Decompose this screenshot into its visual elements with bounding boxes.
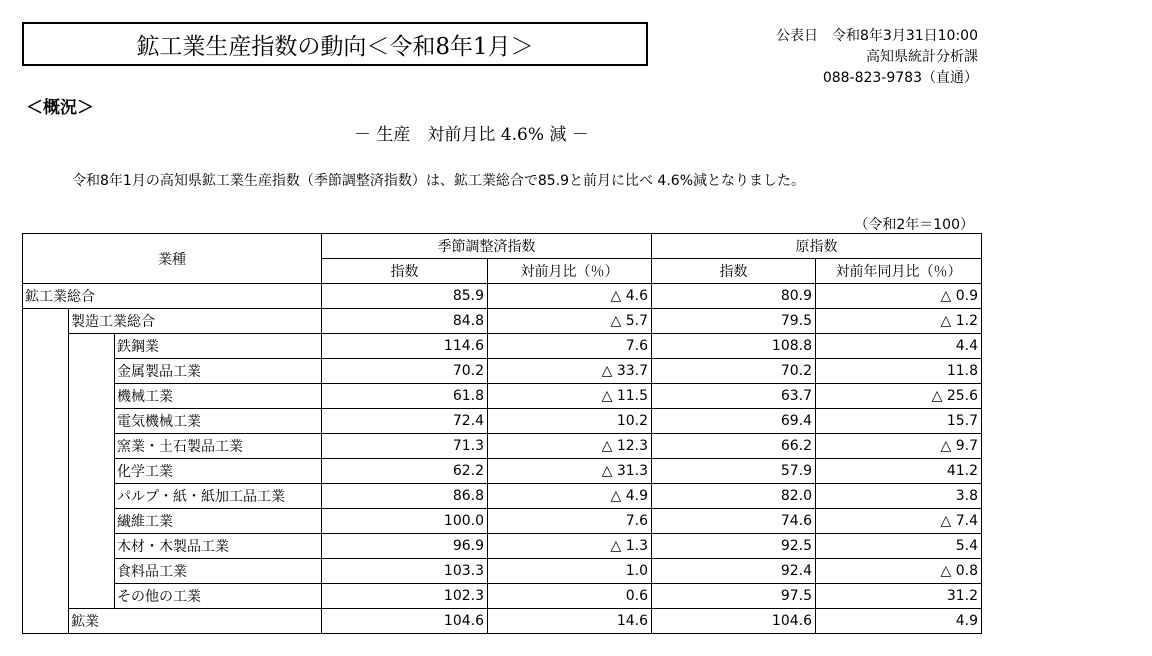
orig-yoy-cell: △ 7.4 bbox=[816, 509, 982, 534]
sa-index-cell: 100.0 bbox=[322, 509, 488, 534]
row-name: 機械工業 bbox=[115, 384, 322, 409]
indent-cell bbox=[23, 334, 69, 359]
indent-cell bbox=[69, 359, 115, 384]
production-index-table bbox=[22, 233, 982, 634]
orig-index-cell: 66.2 bbox=[652, 434, 816, 459]
orig-yoy-cell: △ 9.7 bbox=[816, 434, 982, 459]
indent-cell bbox=[23, 484, 69, 509]
indent-cell bbox=[69, 384, 115, 409]
indent-cell bbox=[69, 334, 115, 359]
row-name: 食料品工業 bbox=[115, 559, 322, 584]
table-row bbox=[23, 434, 982, 459]
indent-cell bbox=[69, 584, 115, 609]
orig-index-cell: 70.2 bbox=[652, 359, 816, 384]
sa-index-cell: 72.4 bbox=[322, 409, 488, 434]
sa-mom-cell: △ 5.7 bbox=[488, 309, 652, 334]
indent-cell bbox=[23, 559, 69, 584]
orig-index-cell: 82.0 bbox=[652, 484, 816, 509]
orig-yoy-cell: 4.9 bbox=[816, 609, 982, 634]
sa-mom-cell: 7.6 bbox=[488, 334, 652, 359]
indent-cell bbox=[69, 559, 115, 584]
summary-text: 令和8年1月の高知県鉱工業生産指数（季節調整済指数）は、鉱工業総合で85.9と前月に比べ 4.6%減となりました。 bbox=[72, 173, 806, 189]
sa-mom-cell: 14.6 bbox=[488, 609, 652, 634]
table-row bbox=[23, 334, 982, 359]
orig-index-cell: 104.6 bbox=[652, 609, 816, 634]
table-row bbox=[23, 509, 982, 534]
row-name: 繊維工業 bbox=[115, 509, 322, 534]
table-row bbox=[23, 384, 982, 409]
sa-mom-cell: 0.6 bbox=[488, 584, 652, 609]
sa-index-cell: 96.9 bbox=[322, 534, 488, 559]
header-row-1 bbox=[23, 234, 982, 259]
sa-mom-cell: △ 4.6 bbox=[488, 284, 652, 309]
orig-index-cell: 92.5 bbox=[652, 534, 816, 559]
table-row bbox=[23, 484, 982, 509]
orig-yoy-cell: 15.7 bbox=[816, 409, 982, 434]
row-name: 鉄鋼業 bbox=[115, 334, 322, 359]
table-row bbox=[23, 409, 982, 434]
row-name: 窯業・土石製品工業 bbox=[115, 434, 322, 459]
sa-mom-cell: 1.0 bbox=[488, 559, 652, 584]
sa-mom-cell: △ 1.3 bbox=[488, 534, 652, 559]
orig-index-cell: 108.8 bbox=[652, 334, 816, 359]
sa-mom-cell: △ 11.5 bbox=[488, 384, 652, 409]
indent-cell bbox=[69, 409, 115, 434]
orig-yoy-cell: △ 1.2 bbox=[816, 309, 982, 334]
orig-index-cell: 63.7 bbox=[652, 384, 816, 409]
sa-index-cell: 70.2 bbox=[322, 359, 488, 384]
orig-index-cell: 74.6 bbox=[652, 509, 816, 534]
indent-cell bbox=[69, 459, 115, 484]
headline: － 生産 対前月比 4.6% 減 － bbox=[354, 125, 589, 145]
header-original: 原指数 bbox=[652, 234, 982, 259]
base-year-note: （令和2年＝100） bbox=[854, 217, 974, 233]
indent-cell bbox=[23, 584, 69, 609]
sa-index-cell: 85.9 bbox=[322, 284, 488, 309]
indent-cell bbox=[23, 384, 69, 409]
row-name: 鉱工業総合 bbox=[23, 284, 322, 309]
sa-index-cell: 102.3 bbox=[322, 584, 488, 609]
table-row bbox=[23, 584, 982, 609]
table-row bbox=[23, 559, 982, 584]
indent-cell bbox=[23, 359, 69, 384]
indent-cell bbox=[23, 509, 69, 534]
sa-index-cell: 62.2 bbox=[322, 459, 488, 484]
indent-cell bbox=[69, 534, 115, 559]
table-row bbox=[23, 359, 982, 384]
row-name: 化学工業 bbox=[115, 459, 322, 484]
sa-index-cell: 86.8 bbox=[322, 484, 488, 509]
orig-yoy-cell: △ 0.8 bbox=[816, 559, 982, 584]
orig-yoy-cell: △ 0.9 bbox=[816, 284, 982, 309]
orig-yoy-cell: 11.8 bbox=[816, 359, 982, 384]
department: 高知県統計分析課 bbox=[866, 49, 978, 65]
sa-index-cell: 103.3 bbox=[322, 559, 488, 584]
table-row-mining bbox=[23, 609, 982, 634]
header-sa-index: 指数 bbox=[322, 259, 488, 284]
table-row bbox=[23, 534, 982, 559]
orig-yoy-cell: 3.8 bbox=[816, 484, 982, 509]
publication-info bbox=[776, 26, 978, 89]
overview-heading: ＜概況＞ bbox=[26, 98, 94, 118]
phone-number: 088-823-9783（直通） bbox=[822, 70, 978, 86]
indent-cell bbox=[23, 459, 69, 484]
orig-index-cell: 79.5 bbox=[652, 309, 816, 334]
row-name: パルプ・紙・紙加工品工業 bbox=[115, 484, 322, 509]
orig-index-cell: 97.5 bbox=[652, 584, 816, 609]
row-name: 製造工業総合 bbox=[69, 309, 322, 334]
orig-yoy-cell: 41.2 bbox=[816, 459, 982, 484]
orig-yoy-cell: △ 25.6 bbox=[816, 384, 982, 409]
indent-cell bbox=[69, 509, 115, 534]
row-name: 木材・木製品工業 bbox=[115, 534, 322, 559]
sa-mom-cell: 10.2 bbox=[488, 409, 652, 434]
row-name: 電気機械工業 bbox=[115, 409, 322, 434]
sa-mom-cell: △ 4.9 bbox=[488, 484, 652, 509]
orig-index-cell: 57.9 bbox=[652, 459, 816, 484]
sa-mom-cell: 7.6 bbox=[488, 509, 652, 534]
row-name: 金属製品工業 bbox=[115, 359, 322, 384]
header-orig-yoy: 対前年同月比（％） bbox=[816, 259, 982, 284]
header-orig-index: 指数 bbox=[652, 259, 816, 284]
orig-index-cell: 69.4 bbox=[652, 409, 816, 434]
indent-cell bbox=[69, 484, 115, 509]
indent-cell bbox=[23, 534, 69, 559]
indent-cell bbox=[23, 309, 69, 334]
sa-index-cell: 61.8 bbox=[322, 384, 488, 409]
sa-index-cell: 84.8 bbox=[322, 309, 488, 334]
table-row-total bbox=[23, 284, 982, 309]
publish-date: 公表日 令和8年3月31日10:00 bbox=[776, 28, 978, 44]
sa-mom-cell: △ 12.3 bbox=[488, 434, 652, 459]
orig-index-cell: 80.9 bbox=[652, 284, 816, 309]
sa-index-cell: 71.3 bbox=[322, 434, 488, 459]
row-name: 鉱業 bbox=[69, 609, 322, 634]
orig-yoy-cell: 4.4 bbox=[816, 334, 982, 359]
sa-index-cell: 104.6 bbox=[322, 609, 488, 634]
orig-index-cell: 92.4 bbox=[652, 559, 816, 584]
indent-cell bbox=[23, 409, 69, 434]
orig-yoy-cell: 31.2 bbox=[816, 584, 982, 609]
page-title: 鉱工業生産指数の動向＜令和8年1月＞ bbox=[22, 22, 648, 66]
sa-index-cell: 114.6 bbox=[322, 334, 488, 359]
row-name: その他の工業 bbox=[115, 584, 322, 609]
table-row bbox=[23, 459, 982, 484]
sa-mom-cell: △ 33.7 bbox=[488, 359, 652, 384]
table-row-manufacturing bbox=[23, 309, 982, 334]
indent-cell bbox=[69, 434, 115, 459]
header-seasonal: 季節調整済指数 bbox=[322, 234, 652, 259]
header-sa-mom: 対前月比（％） bbox=[488, 259, 652, 284]
indent-cell bbox=[23, 434, 69, 459]
orig-yoy-cell: 5.4 bbox=[816, 534, 982, 559]
sa-mom-cell: △ 31.3 bbox=[488, 459, 652, 484]
indent-cell bbox=[23, 609, 69, 634]
header-industry: 業種 bbox=[23, 234, 322, 284]
